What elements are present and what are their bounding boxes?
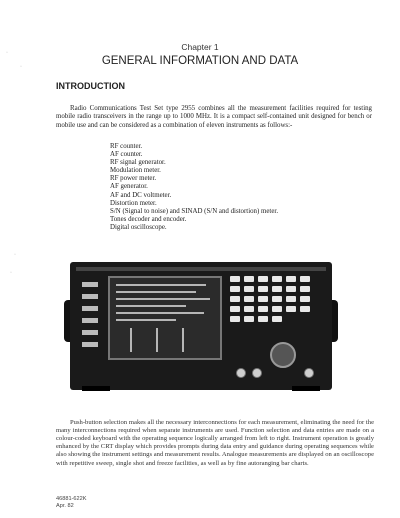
list-item: RF counter. <box>110 143 143 150</box>
crt-display <box>108 276 222 360</box>
connector-jack <box>236 368 246 378</box>
scan-speck: · <box>20 64 22 70</box>
page-title: GENERAL INFORMATION AND DATA <box>101 55 299 67</box>
test-set-photo <box>70 262 332 390</box>
chapter-label: Chapter 1 <box>181 42 219 52</box>
body-paragraph: Push-button selection makes all the necessary interconnections for each measurement, eliminating the need for the many interconnections required when separate instruments are used. Function selection and data entries are made on a colour-coded keyboard with the operating sequence logically arranged from left to right. Instrument operation is greatly enhanced by the CRT display which provides prompts during data entry and guidance during operating sequences while also showing the instrument settings and measurement results. Analogue measurements are displayed on an oscilloscope with repetitive sweep, single shot and freeze facilities, as well as by fine autoranging bar charts. <box>56 418 374 467</box>
keypad <box>230 276 324 338</box>
section-heading: INTRODUCTION <box>56 81 125 91</box>
top-strip <box>76 267 326 271</box>
list-item: AF and DC voltmeter. <box>110 191 172 199</box>
list-item: RF signal generator. <box>110 159 166 167</box>
scan-speck: · <box>10 270 12 276</box>
doc-date: Apr. 82 <box>56 503 74 509</box>
footer-code <box>56 496 86 510</box>
doc-code: 46881-622K <box>56 496 87 502</box>
scan-speck: · <box>14 252 16 258</box>
rotary-knob <box>270 342 296 368</box>
side-keys <box>78 278 102 358</box>
instrument-list <box>110 143 278 232</box>
list-item: Modulation meter. <box>110 167 161 175</box>
scan-speck: · <box>6 50 8 56</box>
list-item: Digital oscilloscope. <box>110 223 167 231</box>
connector-jack <box>252 368 262 378</box>
list-item: AF generator. <box>110 183 148 191</box>
list-item: RF power meter. <box>110 175 157 183</box>
intro-paragraph: Radio Communications Test Set type 2955 combines all the measurement facilities required for testing mobile radio transceivers in the range up to 1000 MHz. It is a compact self-contained unit designed for bench or mobile use and can be considered as a combination of eleven instruments as follows:- <box>56 104 372 130</box>
list-item: Distortion meter. <box>110 199 157 207</box>
foot-right <box>292 386 320 391</box>
list-item: S/N (Signal to noise) and SINAD (S/N and distortion) meter. <box>110 207 279 215</box>
foot-left <box>82 386 110 391</box>
connector-jack <box>304 368 314 378</box>
list-item: Tones decoder and encoder. <box>110 215 187 223</box>
list-item: AF counter. <box>110 151 143 159</box>
